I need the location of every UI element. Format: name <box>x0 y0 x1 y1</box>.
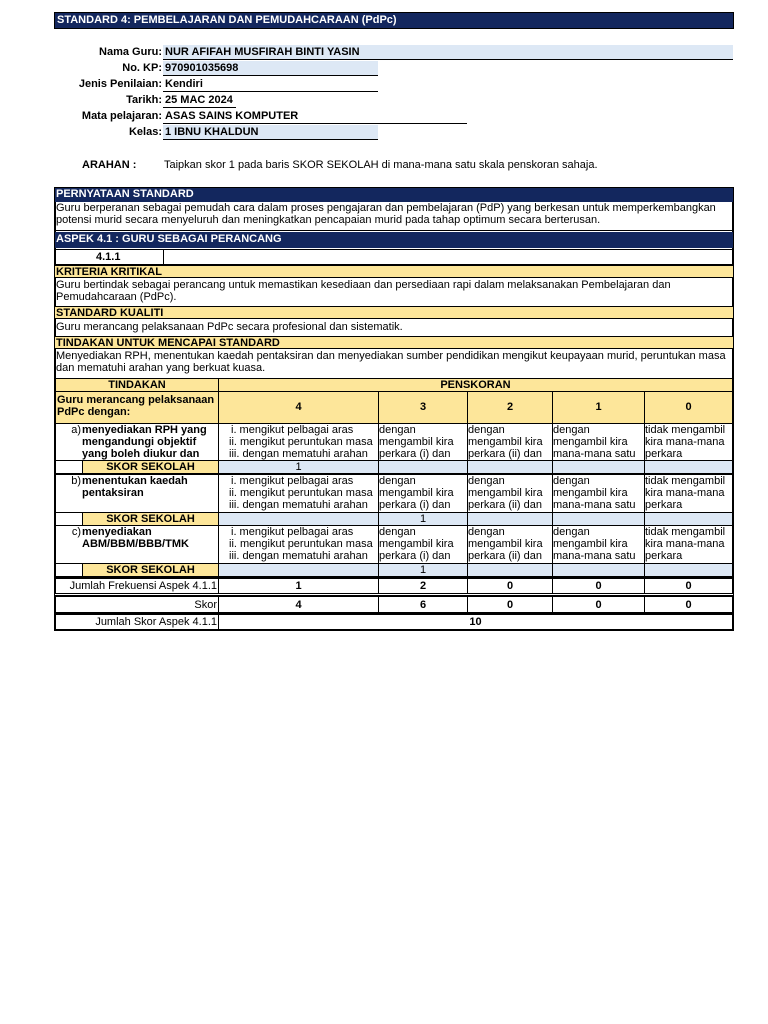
row-b-title: menentukan kaedah pentaksiran <box>82 474 219 513</box>
score-header-1: 1 <box>552 391 645 424</box>
row-a-skor-label: SKOR SEKOLAH <box>82 460 219 474</box>
row-c-criteria-3: dengan mengambil kira perkara (i) dan <box>378 525 468 564</box>
row-c-skor-3[interactable]: 1 <box>378 563 468 577</box>
tarikh-label: Tarikh: <box>126 94 162 106</box>
row-c-skor-label: SKOR SEKOLAH <box>82 563 219 577</box>
pernyataan-header: PERNYATAAN STANDARD <box>55 188 733 202</box>
skor-2: 0 <box>467 595 553 613</box>
score-header-4: 4 <box>218 391 379 424</box>
no-kp-label: No. KP: <box>122 62 162 74</box>
row-c-criteria-0: tidak mengambil kira mana-mana perkara <box>644 525 733 564</box>
row-b-skor-3[interactable]: 1 <box>378 512 468 526</box>
kelas-field[interactable]: 1 IBNU KHALDUN <box>163 125 378 140</box>
standard-title-bar <box>54 12 734 29</box>
nama-guru-label: Nama Guru: <box>99 46 162 58</box>
tarikh-field[interactable]: 25 MAC 2024 <box>163 93 236 108</box>
kualiti-text: Guru merancang pelaksanaan PdPc secara profesional dan sistematik. <box>56 321 403 333</box>
freq-0: 0 <box>644 577 733 594</box>
arahan-label: ARAHAN : <box>82 159 137 171</box>
jumlah-skor-label: Jumlah Skor Aspek 4.1.1 <box>55 613 219 630</box>
freq-4: 1 <box>218 577 379 594</box>
score-header-2: 2 <box>467 391 553 424</box>
row-c-skor-2[interactable] <box>467 563 553 577</box>
row-a-skor-2[interactable] <box>467 460 553 474</box>
row-b-criteria-3: dengan mengambil kira perkara (i) dan <box>378 474 468 513</box>
row-b-skor-label: SKOR SEKOLAH <box>82 512 219 526</box>
row-a-skor-3[interactable] <box>378 460 468 474</box>
row-b-criteria-1: dengan mengambil kira mana-mana satu <box>552 474 645 513</box>
row-a-criteria-3: dengan mengambil kira perkara (i) dan <box>378 423 468 461</box>
jumlah-skor-value: 10 <box>218 613 733 630</box>
row-b-skor-spacer <box>55 512 83 526</box>
kriteria-header: KRITERIA KRITIKAL <box>55 265 733 278</box>
guru-label: Guru merancang pelaksanaan PdPc dengan: <box>55 391 219 424</box>
kualiti-header: STANDARD KUALITI <box>55 306 733 319</box>
score-header-0: 0 <box>644 391 733 424</box>
row-c-criteria-1: dengan mengambil kira mana-mana satu <box>552 525 645 564</box>
arahan-text: Taipkan skor 1 pada baris SKOR SEKOLAH di mana-mana satu skala penskoran sahaja. <box>164 159 598 171</box>
row-b-skor-1[interactable] <box>552 512 645 526</box>
row-b-criteria-2: dengan mengambil kira perkara (ii) dan <box>467 474 553 513</box>
row-c-skor-spacer <box>55 563 83 577</box>
row-a-criteria-2: dengan mengambil kira perkara (ii) dan <box>467 423 553 461</box>
row-a-skor-1[interactable] <box>552 460 645 474</box>
freq-1: 0 <box>552 577 645 594</box>
kriteria-text: Guru bertindak sebagai perancang untuk memastikan kesediaan dan persediaan rapi dalam melaksanakan Pembelajaran dan Pemudahcaraan (PdPc). <box>56 279 671 303</box>
tindakan-header: TINDAKAN UNTUK MENCAPAI STANDARD <box>55 336 733 349</box>
row-b-skor-0[interactable] <box>644 512 733 526</box>
row-a-skor-spacer <box>55 460 83 474</box>
row-c-title: menyediakan ABM/BBM/BBB/TMK <box>82 525 219 564</box>
row-a-skor-4[interactable]: 1 <box>218 460 379 474</box>
kelas-label: Kelas: <box>128 126 162 138</box>
row-a-letter: a) <box>55 423 82 461</box>
jenis-label: Jenis Penilaian: <box>78 78 162 90</box>
row-b-skor-4[interactable] <box>218 512 379 526</box>
tindakan-text: Menyediakan RPH, menentukan kaedah pentaksiran dan menyediakan sumber pendidikan mengikut keupayaan murid, peruntukan masa dan mematuhi arahan yang berkuat kuasa. <box>56 350 726 374</box>
row-a-criteria-0: tidak mengambil kira mana-mana perkara <box>644 423 733 461</box>
skor-label: Skor <box>55 595 219 613</box>
row-c-criteria-4: i. mengikut pelbagai aras ii. mengikut peruntukan masa iii. dengan mematuhi arahan <box>218 525 379 564</box>
pernyataan-text: Guru berperanan sebagai pemudah cara dalam proses pengajaran dan pembelajaran (PdP) yang berkesan untuk memperkembangkan potensi murid secara menyeluruh dan meningkatkan pencapaian murid pada tahap optimum secara berterusan. <box>55 202 733 231</box>
freq-2: 0 <box>467 577 553 594</box>
jumlah-freq-label: Jumlah Frekuensi Aspek 4.1.1 <box>55 577 219 594</box>
row-c-skor-1[interactable] <box>552 563 645 577</box>
jenis-field[interactable]: Kendiri <box>163 77 378 92</box>
row-a-title: menyediakan RPH yang mengandungi objektif yang boleh diukur dan <box>82 423 219 461</box>
row-a-skor-0[interactable] <box>644 460 733 474</box>
row-c-criteria-2: dengan mengambil kira perkara (ii) dan <box>467 525 553 564</box>
aspek-code: 4.1.1 <box>55 249 164 265</box>
tindakan-col-header: TINDAKAN <box>55 378 219 392</box>
mata-label: Mata pelajaran: <box>81 110 162 122</box>
row-a-criteria-4: i. mengikut pelbagai aras ii. mengikut peruntukan masa iii. dengan mematuhi arahan <box>218 423 379 461</box>
skor-0: 0 <box>644 595 733 613</box>
score-header-3: 3 <box>378 391 468 424</box>
no-kp-field[interactable]: 970901035698 <box>163 61 378 76</box>
row-c-skor-4[interactable] <box>218 563 379 577</box>
row-b-criteria-0: tidak mengambil kira mana-mana perkara <box>644 474 733 513</box>
row-a-criteria-1: dengan mengambil kira mana-mana satu <box>552 423 645 461</box>
skor-1: 0 <box>552 595 645 613</box>
freq-3: 2 <box>378 577 468 594</box>
aspek-code-blank <box>163 249 733 265</box>
row-b-letter: b) <box>55 474 82 513</box>
row-c-skor-0[interactable] <box>644 563 733 577</box>
aspek-header: ASPEK 4.1 : GURU SEBAGAI PERANCANG <box>55 232 733 248</box>
skor-4: 4 <box>218 595 379 613</box>
skor-3: 6 <box>378 595 468 613</box>
row-c-letter: c) <box>55 525 82 564</box>
standard-title: STANDARD 4: PEMBELAJARAN DAN PEMUDAHCARAAN (PdPc) <box>57 14 397 26</box>
penskoran-col-header: PENSKORAN <box>218 378 733 392</box>
row-b-skor-2[interactable] <box>467 512 553 526</box>
mata-field[interactable]: ASAS SAINS KOMPUTER <box>163 109 467 124</box>
row-b-criteria-4: i. mengikut pelbagai aras ii. mengikut peruntukan masa iii. dengan mematuhi arahan <box>218 474 379 513</box>
nama-guru-field[interactable]: NUR AFIFAH MUSFIRAH BINTI YASIN <box>163 45 733 60</box>
